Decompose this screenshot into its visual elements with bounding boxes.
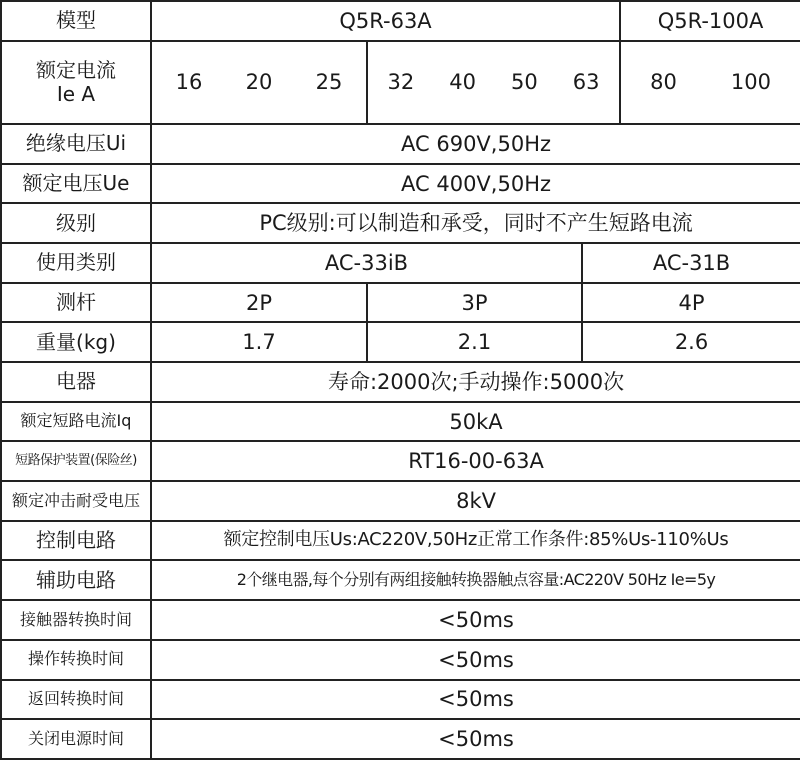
table-row bbox=[1, 719, 800, 759]
model-q5r-63a: Q5R-63A bbox=[151, 1, 620, 41]
poles-label: 测杆 bbox=[1, 283, 151, 323]
protection-value: RT16-00-63A bbox=[151, 441, 800, 481]
table-row bbox=[1, 640, 800, 680]
weight-value-2p: 1.7 bbox=[151, 322, 367, 362]
control-circuit-label: 控制电路 bbox=[1, 521, 151, 561]
rated-current-group-2 bbox=[367, 41, 620, 124]
class-value: PC级别:可以制造和承受，同时不产生短路电流 bbox=[151, 203, 800, 243]
aux-circuit-label: 辅助电路 bbox=[1, 560, 151, 600]
poles-value-2p: 2P bbox=[151, 283, 367, 323]
operation-switch-time-label: 操作转换时间 bbox=[1, 640, 151, 680]
rated-current-group-3 bbox=[620, 41, 800, 124]
table-row bbox=[1, 203, 800, 243]
table-row bbox=[1, 680, 800, 720]
table-row bbox=[1, 362, 800, 402]
poles-value-4p: 4P bbox=[582, 283, 800, 323]
insulation-voltage-value: AC 690V,50Hz bbox=[151, 124, 800, 164]
table-row bbox=[1, 283, 800, 323]
category-value-2: AC-31B bbox=[582, 243, 800, 283]
table-row bbox=[1, 1, 800, 41]
category-value-1: AC-33iB bbox=[151, 243, 582, 283]
weight-value-4p: 2.6 bbox=[582, 322, 800, 362]
rated-current-value: 32 bbox=[387, 70, 415, 95]
return-switch-time-value: <50ms bbox=[151, 680, 800, 720]
table-row bbox=[1, 322, 800, 362]
short-circuit-label: 额定短路电流Iq bbox=[1, 402, 151, 442]
weight-label: 重量(kg) bbox=[1, 322, 151, 362]
table-row bbox=[1, 481, 800, 521]
table-row bbox=[1, 164, 800, 204]
electrical-label: 电器 bbox=[1, 362, 151, 402]
impulse-label: 额定冲击耐受电压 bbox=[1, 481, 151, 521]
power-off-time-value: <50ms bbox=[151, 719, 800, 759]
table-row bbox=[1, 560, 800, 600]
rated-current-label bbox=[1, 41, 151, 124]
rated-current-value: 50 bbox=[511, 70, 538, 95]
table-row bbox=[1, 124, 800, 164]
rated-current-label-line1: 额定电流 bbox=[36, 58, 116, 83]
table-row bbox=[1, 441, 800, 481]
rated-current-value: 40 bbox=[449, 70, 476, 95]
power-off-time-label: 关闭电源时间 bbox=[1, 719, 151, 759]
category-label: 使用类别 bbox=[1, 243, 151, 283]
electrical-value: 寿命:2000次;手动操作:5000次 bbox=[151, 362, 800, 402]
table-row bbox=[1, 243, 800, 283]
rated-current-value: 100 bbox=[730, 70, 771, 95]
poles-value-3p: 3P bbox=[367, 283, 582, 323]
rated-voltage-label: 额定电压Ue bbox=[1, 164, 151, 204]
aux-circuit-value: 2个继电器,每个分别有两组接触转换器触点容量:AC220V 50Hz Ie=5y bbox=[151, 560, 800, 600]
model-label: 模型 bbox=[1, 1, 151, 41]
model-q5r-100a: Q5R-100A bbox=[620, 1, 800, 41]
rated-current-value: 20 bbox=[245, 70, 273, 95]
rated-current-value: 25 bbox=[315, 70, 343, 95]
rated-current-label-line2: Ie A bbox=[56, 82, 96, 107]
class-label: 级别 bbox=[1, 203, 151, 243]
table-row bbox=[1, 521, 800, 561]
table-row bbox=[1, 402, 800, 442]
rated-current-value: 16 bbox=[175, 70, 203, 95]
operation-switch-time-value: <50ms bbox=[151, 640, 800, 680]
rated-current-value: 80 bbox=[650, 70, 677, 95]
weight-value-3p: 2.1 bbox=[367, 322, 582, 362]
control-circuit-value: 额定控制电压Us:AC220V,50Hz正常工作条件:85%Us-110%Us bbox=[151, 521, 800, 561]
table-row bbox=[1, 600, 800, 640]
rated-current-value: 63 bbox=[572, 70, 600, 95]
rated-current-group-1 bbox=[151, 41, 367, 124]
protection-label: 短路保护装置(保险丝) bbox=[1, 441, 151, 481]
table-row bbox=[1, 41, 800, 124]
contact-switch-time-value: <50ms bbox=[151, 600, 800, 640]
insulation-voltage-label: 绝缘电压Ui bbox=[1, 124, 151, 164]
short-circuit-value: 50kA bbox=[151, 402, 800, 442]
impulse-value: 8kV bbox=[151, 481, 800, 521]
return-switch-time-label: 返回转换时间 bbox=[1, 680, 151, 720]
rated-voltage-value: AC 400V,50Hz bbox=[151, 164, 800, 204]
contact-switch-time-label: 接触器转换时间 bbox=[1, 600, 151, 640]
